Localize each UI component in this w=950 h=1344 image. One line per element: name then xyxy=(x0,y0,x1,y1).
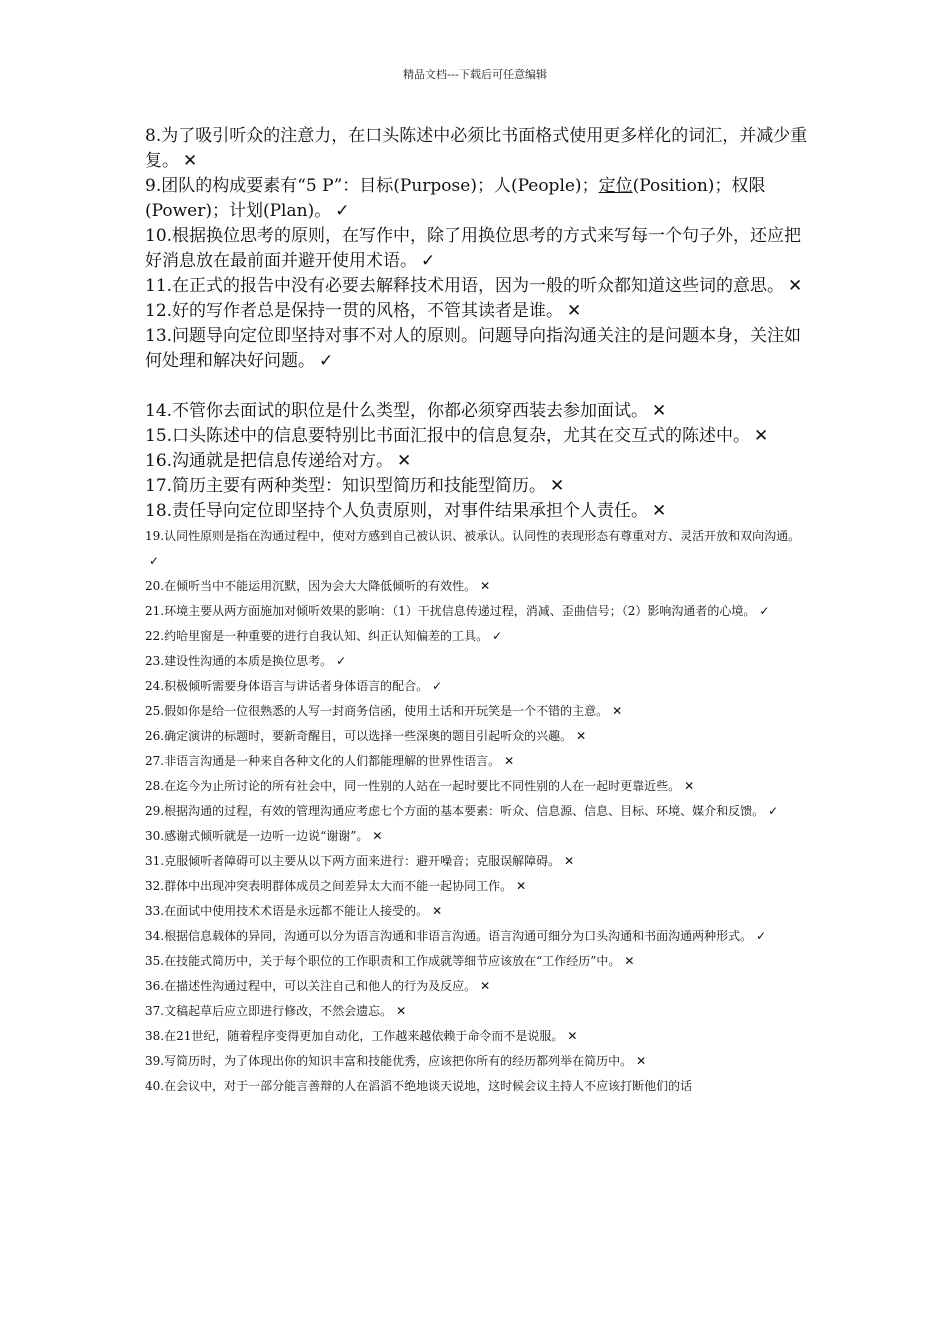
item-text: 口头陈述中的信息要特别比书面汇报中的信息复杂，尤其在交互式的陈述中。 xyxy=(172,426,751,446)
item-number: 12. xyxy=(145,301,173,321)
item-text: 不管你去面试的职位是什么类型，你都必须穿西装去参加面试。 xyxy=(172,401,649,421)
list-item xyxy=(145,299,813,324)
item-text: 在21世纪，随着程序变得更加自动化，工作越来越依赖于命令而不是说服。 xyxy=(164,1029,564,1043)
item-text: 假如你是给一位很熟悉的人写一封商务信函，使用土话和开玩笑是一个不错的主意。 xyxy=(164,704,609,718)
check-mark: ✓ xyxy=(492,629,503,643)
item-text: 为了吸引听众的注意力，在口头陈述中必须比书面格式使用更多样化的词汇，并减少重复。 xyxy=(145,126,808,171)
item-number: 27. xyxy=(145,754,165,768)
list-item xyxy=(145,574,813,599)
list-item xyxy=(145,599,813,624)
check-mark: ✓ xyxy=(149,554,160,568)
item-number: 29. xyxy=(145,804,165,818)
list-item xyxy=(145,224,813,274)
item-number: 22. xyxy=(145,629,165,643)
cross-mark: ✕ xyxy=(636,1054,647,1068)
item-number: 26. xyxy=(145,729,165,743)
cross-mark: ✕ xyxy=(396,1004,407,1018)
item-text: 积极倾听需要身体语言与讲话者身体语言的配合。 xyxy=(164,679,429,693)
item-number: 32. xyxy=(145,879,165,893)
check-mark: ✓ xyxy=(759,604,770,618)
list-item xyxy=(145,1049,813,1074)
item-text: 在正式的报告中没有必要去解释技术用语，因为一般的听众都知道这些词的意思。 xyxy=(172,276,785,296)
blank-line xyxy=(145,374,813,399)
item-text: 团队的构成要素有“5 P”：目标(Purpose)；人(People)； xyxy=(161,176,599,196)
item-text: 在面试中使用技术术语是永远都不能让人接受的。 xyxy=(164,904,429,918)
item-text: 在描述性沟通过程中，可以关注自己和他人的行为及反应。 xyxy=(164,979,477,993)
check-mark: ✓ xyxy=(756,929,767,943)
item-number: 14. xyxy=(145,401,173,421)
list-item xyxy=(145,524,813,574)
item-text: 根据信息载体的异同，沟通可以分为语言沟通和非语言沟通。语言沟通可细分为口头沟通和书面沟通两种形式。 xyxy=(164,929,753,943)
cross-mark: ✕ xyxy=(788,276,803,296)
question-list xyxy=(145,124,813,1099)
check-mark: ✓ xyxy=(432,679,443,693)
list-item xyxy=(145,474,813,499)
list-item xyxy=(145,974,813,999)
list-item xyxy=(145,674,813,699)
item-text: 简历主要有两种类型：知识型简历和技能型简历。 xyxy=(172,476,547,496)
check-mark: ✓ xyxy=(421,251,436,271)
underlined-text: 定位 xyxy=(598,176,633,196)
cross-mark: ✕ xyxy=(480,579,491,593)
cross-mark: ✕ xyxy=(576,729,587,743)
cross-mark: ✕ xyxy=(504,754,515,768)
list-item xyxy=(145,424,813,449)
item-number: 33. xyxy=(145,904,165,918)
item-number: 40. xyxy=(145,1079,165,1093)
cross-mark: ✕ xyxy=(652,401,667,421)
list-item xyxy=(145,649,813,674)
list-item xyxy=(145,124,813,174)
item-text: 环境主要从两方面施加对倾听效果的影响：（1）干扰信息传递过程，消减、歪曲信号；（2）影响沟通者的心境。 xyxy=(164,604,756,618)
item-text: 好的写作者总是保持一贯的风格，不管其读者是谁。 xyxy=(172,301,564,321)
list-item xyxy=(145,899,813,924)
list-item xyxy=(145,949,813,974)
item-number: 20. xyxy=(145,579,165,593)
list-item xyxy=(145,624,813,649)
cross-mark: ✕ xyxy=(432,904,443,918)
list-item xyxy=(145,849,813,874)
item-number: 18. xyxy=(145,501,173,521)
cross-mark: ✕ xyxy=(372,829,383,843)
item-text: (Position)；权限(Power)；计划(Plan)。 xyxy=(145,176,766,221)
item-text: 约哈里窗是一种重要的进行自我认知、纠正认知偏差的工具。 xyxy=(164,629,489,643)
list-item xyxy=(145,1024,813,1049)
list-item xyxy=(145,699,813,724)
list-item xyxy=(145,174,813,224)
item-number: 16. xyxy=(145,451,173,471)
item-text: 根据换位思考的原则，在写作中，除了用换位思考的方式来写每一个句子外，还应把好消息放在最前面并避开使用术语。 xyxy=(145,226,802,271)
item-text: 写简历时，为了体现出你的知识丰富和技能优秀，应该把你所有的经历都列举在简历中。 xyxy=(164,1054,633,1068)
item-number: 8. xyxy=(145,126,162,146)
cross-mark: ✕ xyxy=(183,151,198,171)
list-item xyxy=(145,749,813,774)
list-item xyxy=(145,324,813,374)
item-text: 在会议中，对于一部分能言善辩的人在滔滔不绝地谈天说地，这时候会议主持人不应该打断他们的话 xyxy=(164,1079,693,1093)
item-number: 30. xyxy=(145,829,165,843)
list-item xyxy=(145,274,813,299)
item-number: 15. xyxy=(145,426,173,446)
cross-mark: ✕ xyxy=(516,879,527,893)
list-item xyxy=(145,874,813,899)
item-number: 11. xyxy=(145,276,173,296)
item-text: 群体中出现冲突表明群体成员之间差异太大而不能一起协同工作。 xyxy=(164,879,513,893)
item-number: 10. xyxy=(145,226,173,246)
list-item xyxy=(145,774,813,799)
item-number: 23. xyxy=(145,654,165,668)
list-item xyxy=(145,799,813,824)
list-item xyxy=(145,999,813,1024)
item-text: 非语言沟通是一种来自各种文化的人们都能理解的世界性语言。 xyxy=(164,754,501,768)
cross-mark: ✕ xyxy=(684,779,695,793)
item-number: 9. xyxy=(145,176,162,196)
cross-mark: ✕ xyxy=(567,301,582,321)
item-text: 建设性沟通的本质是换位思考。 xyxy=(164,654,333,668)
item-number: 31. xyxy=(145,854,165,868)
item-number: 25. xyxy=(145,704,165,718)
item-number: 37. xyxy=(145,1004,165,1018)
check-mark: ✓ xyxy=(335,201,350,221)
item-text: 认同性原则是指在沟通过程中，使对方感到自己被认识、被承认。认同性的表现形态有尊重对方、灵活开放和双向沟通。 xyxy=(164,529,801,543)
cross-mark: ✕ xyxy=(612,704,623,718)
list-item xyxy=(145,399,813,424)
item-text: 在倾听当中不能运用沉默，因为会大大降低倾听的有效性。 xyxy=(164,579,477,593)
list-item xyxy=(145,449,813,474)
item-text: 根据沟通的过程，有效的管理沟通应考虑七个方面的基本要素：听众、信息源、信息、目标、环境、媒介和反馈。 xyxy=(164,804,765,818)
item-number: 38. xyxy=(145,1029,165,1043)
item-number: 36. xyxy=(145,979,165,993)
check-mark: ✓ xyxy=(319,351,334,371)
cross-mark: ✕ xyxy=(397,451,412,471)
item-number: 35. xyxy=(145,954,165,968)
list-item xyxy=(145,1074,813,1099)
cross-mark: ✕ xyxy=(564,854,575,868)
list-item xyxy=(145,499,813,524)
item-text: 文稿起草后应立即进行修改，不然会遗忘。 xyxy=(164,1004,393,1018)
item-number: 39. xyxy=(145,1054,165,1068)
cross-mark: ✕ xyxy=(567,1029,578,1043)
item-text: 在技能式简历中，关于每个职位的工作职责和工作成就等细节应该放在“工作经历”中。 xyxy=(164,954,621,968)
cross-mark: ✕ xyxy=(652,501,667,521)
item-text: 克服倾听者障碍可以主要从以下两方面来进行：避开噪音；克服误解障碍。 xyxy=(164,854,561,868)
item-number: 24. xyxy=(145,679,165,693)
page-header: 精品文档---下载后可任意编辑 xyxy=(403,68,547,81)
item-text: 确定演讲的标题时，要新奇醒目，可以选择一些深奥的题目引起听众的兴趣。 xyxy=(164,729,573,743)
item-text: 问题导向定位即坚持对事不对人的原则。问题导向指沟通关注的是问题本身，关注如何处理和解决好问题。 xyxy=(145,326,802,371)
cross-mark: ✕ xyxy=(480,979,491,993)
list-item xyxy=(145,724,813,749)
item-number: 13. xyxy=(145,326,173,346)
item-text: 在迄今为止所讨论的所有社会中，同一性别的人站在一起时要比不同性别的人在一起时更靠近些。 xyxy=(164,779,681,793)
cross-mark: ✕ xyxy=(754,426,769,446)
item-number: 28. xyxy=(145,779,165,793)
item-text: 责任导向定位即坚持个人负责原则，对事件结果承担个人责任。 xyxy=(172,501,649,521)
cross-mark: ✕ xyxy=(624,954,635,968)
item-number: 34. xyxy=(145,929,165,943)
list-item xyxy=(145,924,813,949)
cross-mark: ✕ xyxy=(550,476,565,496)
item-text: 感谢式倾听就是一边听一边说“谢谢”。 xyxy=(164,829,369,843)
check-mark: ✓ xyxy=(768,804,779,818)
item-number: 21. xyxy=(145,604,165,618)
item-number: 19. xyxy=(145,529,165,543)
list-item xyxy=(145,824,813,849)
item-number: 17. xyxy=(145,476,173,496)
check-mark: ✓ xyxy=(336,654,347,668)
item-text: 沟通就是把信息传递给对方。 xyxy=(172,451,394,471)
